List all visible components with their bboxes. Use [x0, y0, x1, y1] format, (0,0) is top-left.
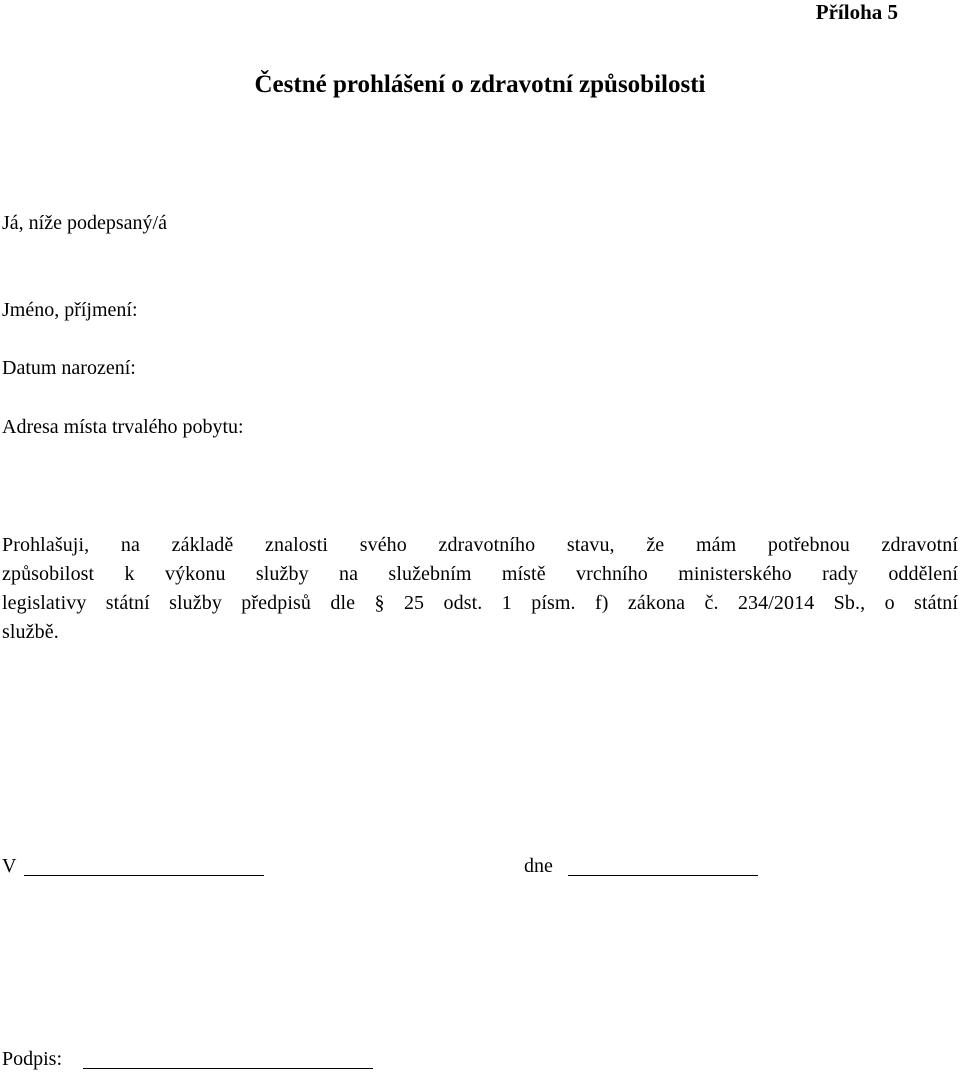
name-field-label: Jméno, příjmení:	[2, 299, 138, 321]
signature-label: Podpis:	[2, 1048, 63, 1070]
date-blank-line	[568, 875, 758, 876]
place-label: V	[2, 855, 17, 877]
signature-blank-line	[83, 1068, 373, 1069]
declaration-line: způsobilost k výkonu služby na služebním místě vrchního ministerského rady oddělení	[2, 563, 958, 585]
declaration-line: legislativy státní služby předpisů dle § 25 odst. 1 písm. f) zákona č. 234/2014 Sb., o státní	[2, 592, 958, 614]
date-label: dne	[524, 855, 553, 877]
declaration-line: Prohlašuji, na základě znalosti svého zdravotního stavu, že mám potřebnou zdravotní	[2, 534, 958, 556]
annex-label: Příloha 5	[815, 0, 898, 24]
address-field-label: Adresa místa trvalého pobytu:	[2, 416, 244, 438]
declaration-line: službě.	[2, 621, 59, 643]
document-title: Čestné prohlášení o zdravotní způsobilosti	[254, 71, 706, 98]
declaration-paragraph	[2, 531, 958, 647]
place-blank-line	[24, 875, 264, 876]
intro-text: Já, níže podepsaný/á	[2, 212, 167, 234]
birth-date-field-label: Datum narození:	[2, 357, 136, 379]
